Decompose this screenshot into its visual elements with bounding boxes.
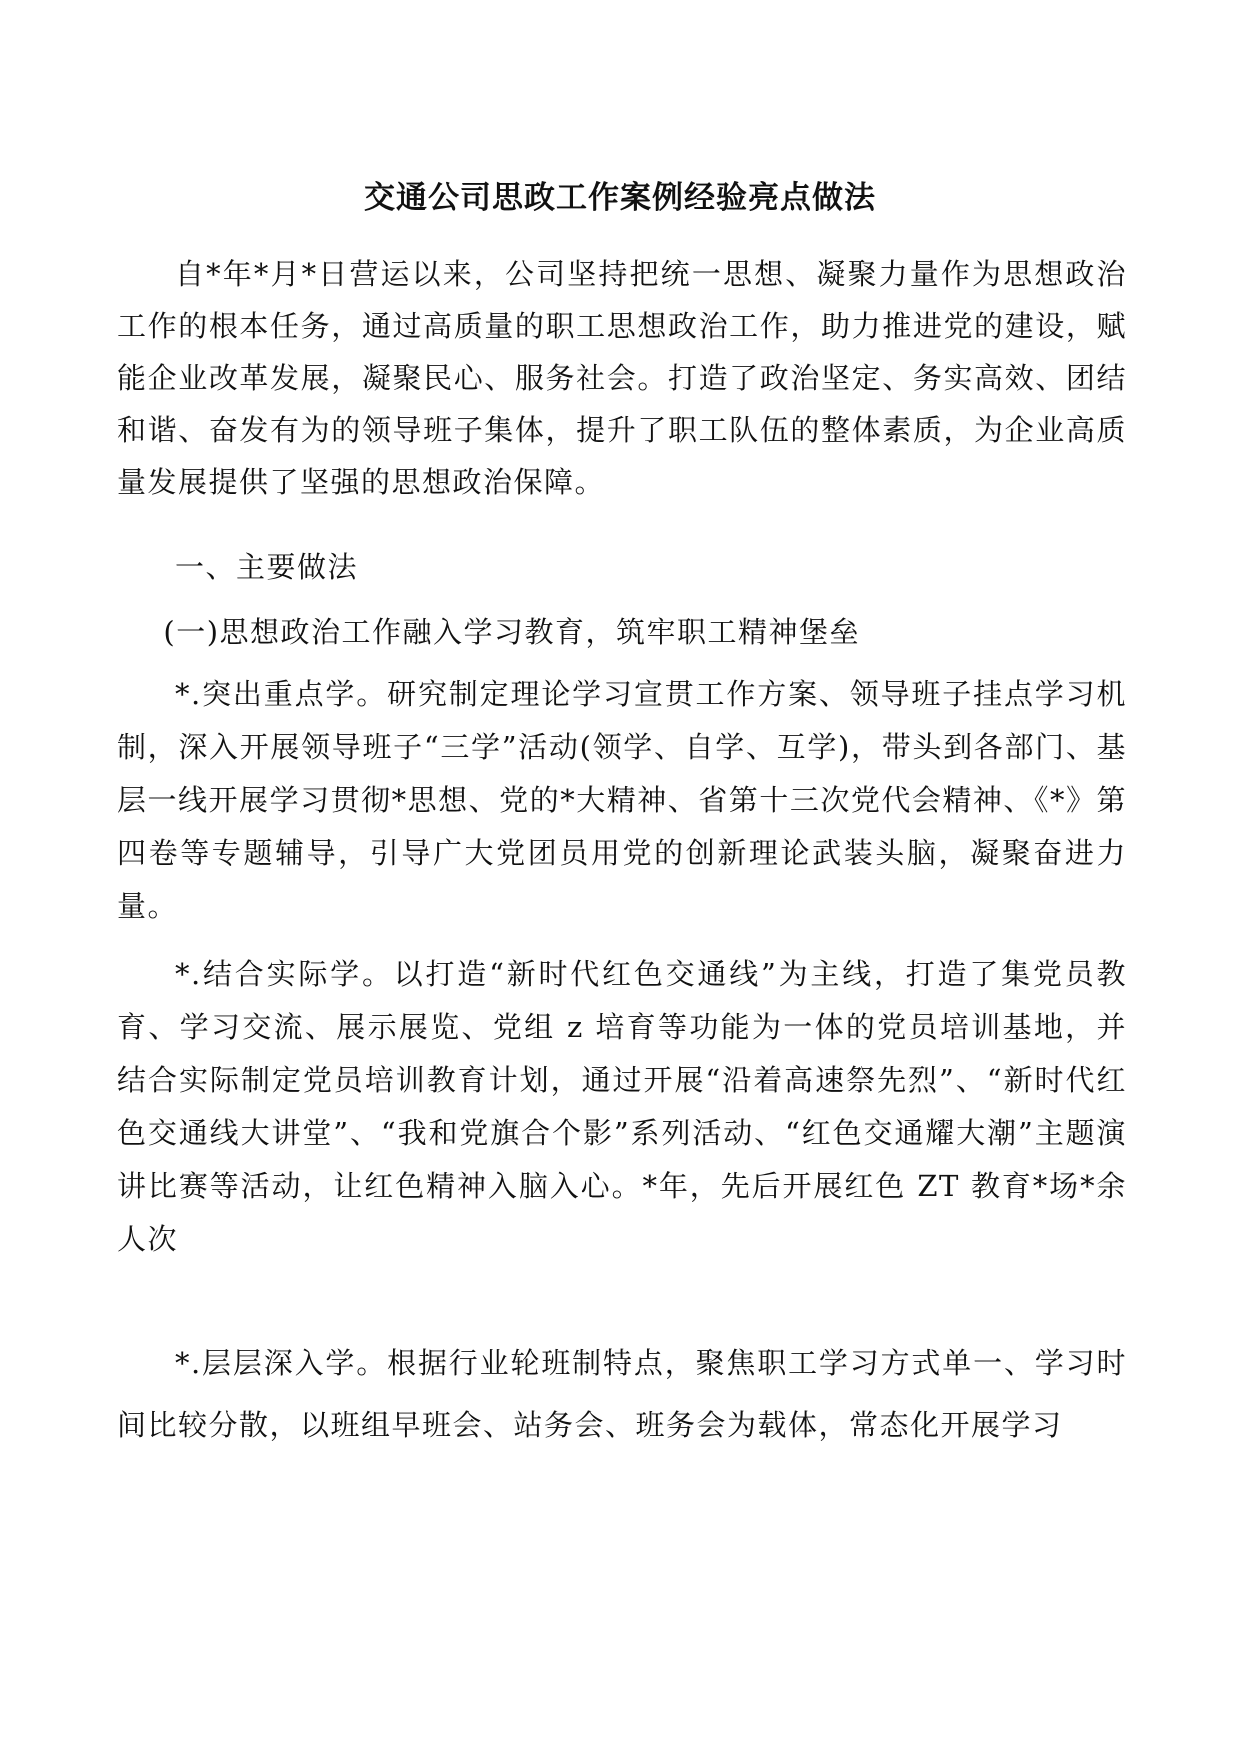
section-heading: 一、主要做法 xyxy=(175,550,359,584)
body-paragraph-item-1: *.突出重点学。研究制定理论学习宣贯工作方案、领导班子挂点学习机制，深入开展领导班子“三学”活动(领学、自学、互学)，带头到各部门、基层一线开展学习贯彻*思想、党的*大精神、省第十三次党代会精神、《*》第四卷等专题辅导，引导广大党团员用党的创新理论武装头脑，凝聚奋进力量。 xyxy=(117,677,1127,923)
body-paragraph-item-2: *.结合实际学。以打造“新时代红色交通线”为主线，打造了集党员教育、学习交流、展示展览、党组 z 培育等功能为一体的党员培训基地，并结合实际制定党员培训教育计划，通过开展“沿着高速祭先烈”、“新时代红色交通线大讲堂”、“我和党旗合个影”系列活动、“红色交通耀大潮”主题演讲比赛等活动，让红色精神入脑入心。*年，先后开展红色 ZT 教育*场*余人次 xyxy=(117,957,1127,1256)
intro-paragraph: 自*年*月*日营运以来，公司坚持把统一思想、凝聚力量作为思想政治工作的根本任务，通过高质量的职工思想政治工作，助力推进党的建设，赋能企业改革发展，凝聚民心、服务社会。打造了政治坚定、务实高效、团结和谐、奋发有为的领导班子集体，提升了职工队伍的整体素质，为企业高质量发展提供了坚强的思想政治保障。 xyxy=(117,257,1127,499)
document-title: 交通公司思政工作案例经验亮点做法 xyxy=(364,180,876,216)
body-paragraph-item-3: *.层层深入学。根据行业轮班制特点，聚焦职工学习方式单一、学习时间比较分散，以班组早班会、站务会、班务会为载体，常态化开展学习 xyxy=(117,1346,1127,1442)
subsection-heading: (一)思想政治工作融入学习教育，筑牢职工精神堡垒 xyxy=(163,615,861,649)
